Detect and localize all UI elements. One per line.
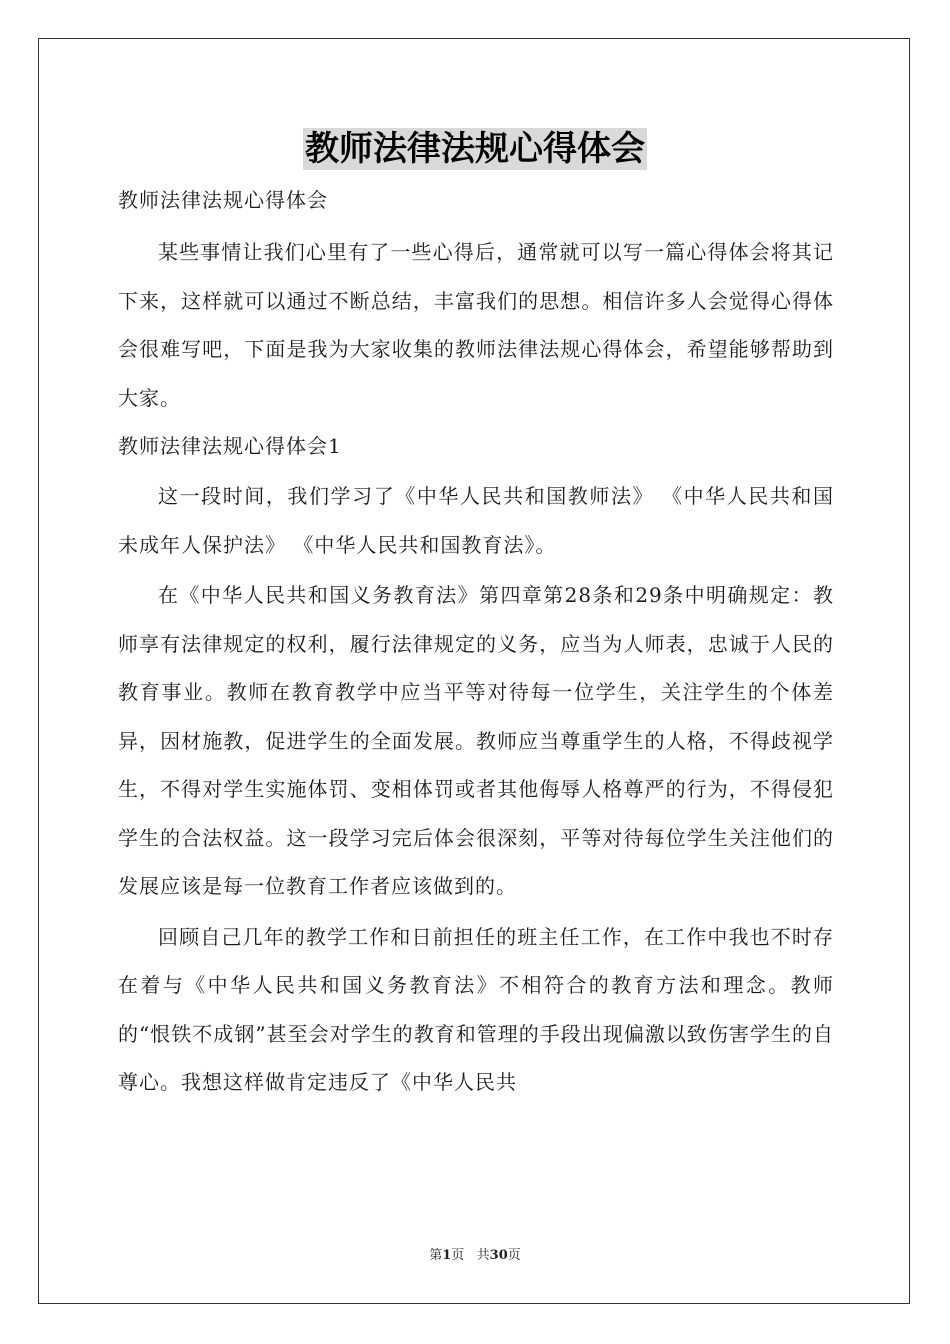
footer-mid: 页 共 <box>451 1248 490 1263</box>
body-paragraph-2: 在《中华人民共和国义务教育法》第四章第28条和29条中明确规定：教师享有法律规定的权利，履行法律规定的义务，应当为人师表，忠诚于人民的教育事业。教师在教育教学中应当平等对待每一位学生，关注学生的个体差异，因材施教，促进学生的全面发展。教师应当尊重学生的人格，不得歧视学生，不得对学生实施体罚、变相体罚或者其他侮辱人格尊严的行为，不得侵犯学生的合法权益。这一段学习完后体会很深刻，平等对待每位学生关注他们的发展应该是每一位教育工作者应该做到的。 <box>118 583 834 898</box>
document-title <box>0 128 950 170</box>
page-footer <box>0 1244 950 1263</box>
section-heading: 教师法律法规心得体会1 <box>118 434 342 458</box>
footer-prefix: 第 <box>429 1248 443 1263</box>
footer-page-number: 1 <box>442 1248 452 1263</box>
footer-total-pages: 30 <box>489 1248 508 1263</box>
body-paragraph-3: 回顾自己几年的教学工作和日前担任的班主任工作，在工作中我也不时存在着与《中华人民共和国义务教育法》不相符合的教育方法和理念。教师的“恨铁不成钢”甚至会对学生的教育和管理的手段出现偏激以致伤害学生的自尊心。我想这样做肯定违反了《中华人民共 <box>118 924 834 1094</box>
document-body <box>118 176 834 1107</box>
intro-paragraph: 某些事情让我们心里有了一些心得后，通常就可以写一篇心得体会将其记下来，这样就可以通过不断总结，丰富我们的思想。相信许多人会觉得心得体会很难写吧，下面是我为大家收集的教师法律法规心得体会，希望能够帮助到大家。 <box>118 240 834 410</box>
body-paragraph-1: 这一段时间，我们学习了《中华人民共和国教师法》 《中华人民共和国未成年人保护法》 《中华人民共和国教育法》。 <box>118 484 834 557</box>
footer-suffix: 页 <box>507 1248 521 1263</box>
document-title-text: 教师法律法规心得体会 <box>305 129 645 169</box>
document-subtitle: 教师法律法规心得体会 <box>118 188 328 212</box>
